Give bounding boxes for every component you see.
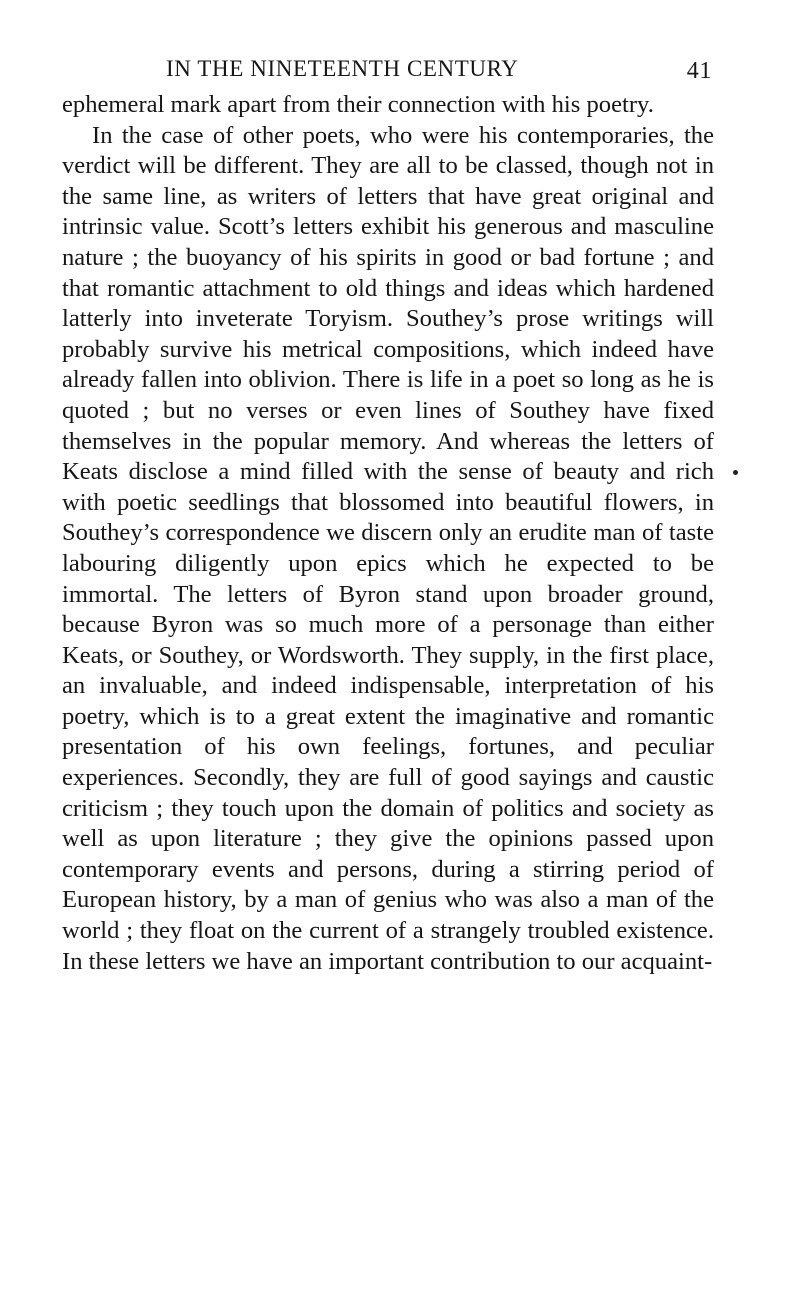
paragraph-continuation: ephemeral mark apart from their connection with his poetry.	[62, 91, 654, 118]
book-page	[62, 56, 714, 977]
body-text	[62, 90, 714, 977]
paragraph-other-poets: In the case of other poets, who were his contemporaries, the verdict will be different. They are all to be classed, though not in the same line, as writers of letters that have great original and intrinsic value. Scott’s letters exhibit his generous and masculine nature ; the buoyancy of his spirits in good or bad fortune ; and that romantic attachment to old things and ideas which hardened latterly into inveterate Toryism. Southey’s prose writings will probably survive his metrical compositions, which indeed have already fallen into oblivion. There is life in a poet so long as he is quoted ; but no verses or even lines of Southey have fixed themselves in the popular memory. And whereas the letters of Keats disclose a mind filled with the sense of beauty and rich with poetic seedlings that blossomed into beautiful flowers, in Southey’s correspondence we discern only an erudite man of taste labouring diligently upon epics which he expected to be immortal. The letters of Byron stand upon broader ground, because Byron was so much more of a personage than either Keats, or Southey, or Wordsworth. They supply, in the first place, an invaluable, and indeed indispensable, interpretation of his poetry, which is to a great extent the imaginative and romantic presentation of his own feelings, fortunes, and peculiar experiences. Secondly, they are full of good sayings and caustic criticism ; they touch upon the domain of politics and society as well as upon literature ; they give the opinions passed upon contemporary events and persons, during a stirring period of European history, by a man of genius who was also a man of the world ; they float on the current of a strangely troubled existence. In these letters we have an important contribution to our acquaint-	[62, 121, 714, 975]
margin-mark	[733, 470, 738, 475]
running-header	[62, 56, 714, 90]
running-title: IN THE NINETEENTH CENTURY	[166, 56, 519, 81]
page-number: 41	[686, 58, 712, 84]
